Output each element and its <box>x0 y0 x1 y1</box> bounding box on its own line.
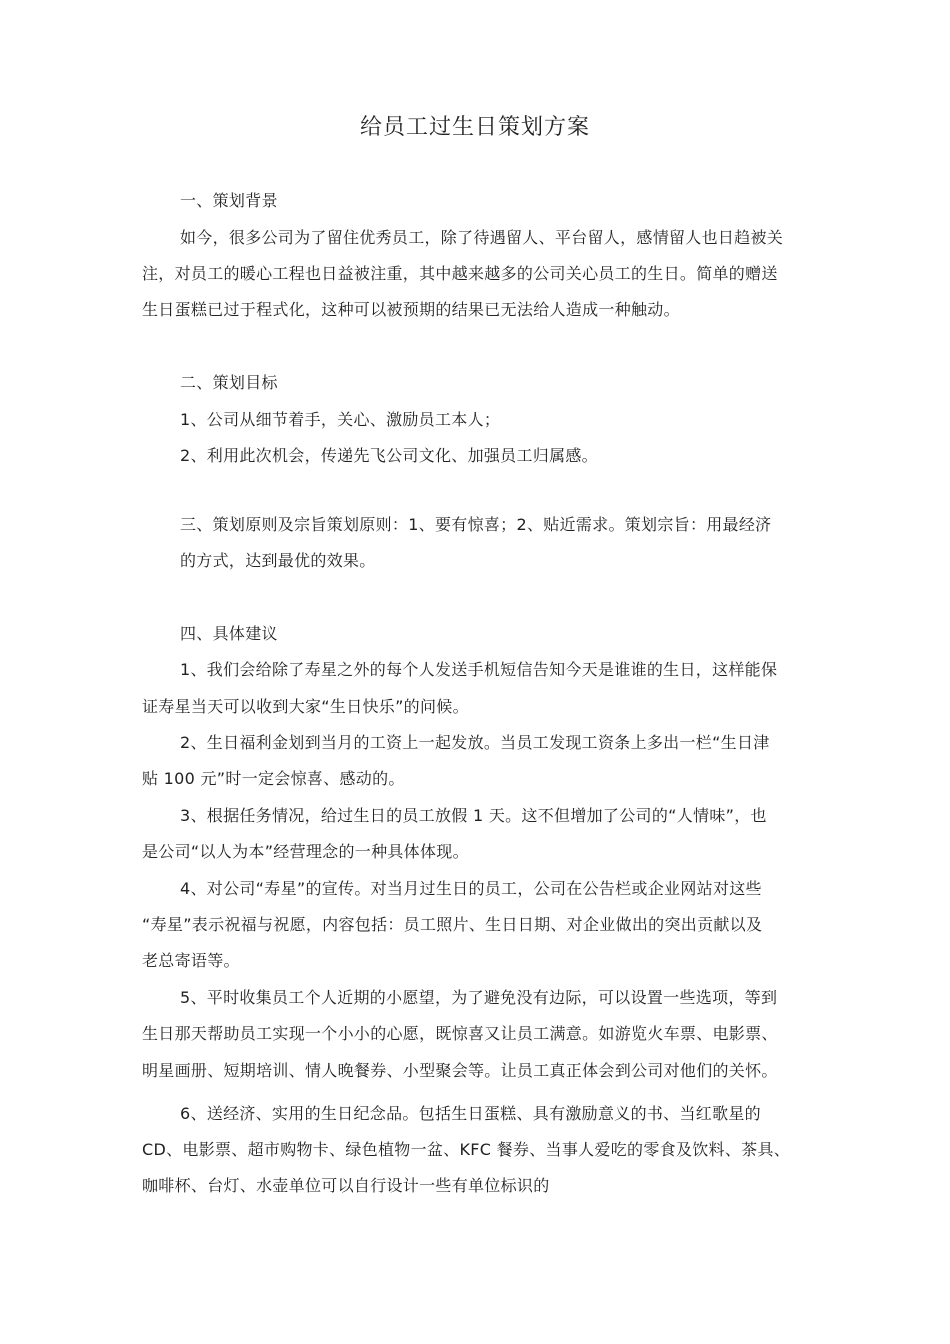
paragraph-line: 的方式，达到最优的效果。 <box>180 551 376 570</box>
list-item: 3、根据任务情况，给过生日的员工放假 1 天。这不但增加了公司的“人情味”，也 <box>180 806 767 825</box>
list-item: 4、对公司“寿星”的宣传。对当月过生日的员工，公司在公告栏或企业网站对这些 <box>180 879 762 898</box>
list-item: 5、平时收集员工个人近期的小愿望，为了避免没有边际，可以设置一些选项，等到 <box>180 988 778 1007</box>
list-item: 2、生日福利金划到当月的工资上一起发放。当员工发现工资条上多出一栏“生日津 <box>180 733 770 752</box>
paragraph-line: 证寿星当天可以收到大家“生日快乐”的问候。 <box>142 697 469 716</box>
paragraph-line: 老总寄语等。 <box>142 951 240 970</box>
section-heading-background: 一、策划背景 <box>180 191 278 210</box>
paragraph-line: 明星画册、短期培训、情人晚餐券、小型聚会等。让员工真正体会到公司对他们的关怀。 <box>142 1061 778 1080</box>
paragraph-line: 生日蛋糕已过于程式化，这种可以被预期的结果已无法给人造成一种触动。 <box>142 300 680 319</box>
paragraph-line: 注，对员工的暖心工程也日益被注重，其中越来越多的公司关心员工的生日。简单的赠送 <box>142 264 778 283</box>
paragraph-line: “寿星”表示祝福与祝愿，内容包括：员工照片、生日日期、对企业做出的突出贡献以及 <box>142 915 763 934</box>
paragraph-line: 如今，很多公司为了留住优秀员工，除了待遇留人、平台留人，感情留人也日趋被关 <box>180 228 784 247</box>
list-item: 2、利用此次机会，传递先飞公司文化、加强员工归属感。 <box>180 446 598 465</box>
section-heading-principles: 三、策划原则及宗旨策划原则：1、要有惊喜；2、贴近需求。策划宗旨：用最经济 <box>180 515 772 534</box>
list-item: 6、送经济、实用的生日纪念品。包括生日蛋糕、具有激励意义的书、当红歌星的 <box>180 1104 761 1123</box>
paragraph-line: 贴 100 元”时一定会惊喜、感动的。 <box>142 769 405 788</box>
paragraph-line: 咖啡杯、台灯、水壶单位可以自行设计一些有单位标识的 <box>142 1176 550 1195</box>
paragraph-line: 生日那天帮助员工实现一个小小的心愿，既惊喜又让员工满意。如游览火车票、电影票、 <box>142 1024 778 1043</box>
page-title: 给员工过生日策划方案 <box>359 115 590 140</box>
paragraph-line: CD、电影票、超市购物卡、绿色植物一盆、KFC 餐券、当事人爱吃的零食及饮料、茶具、 <box>142 1140 791 1159</box>
list-item: 1、公司从细节着手，关心、激励员工本人； <box>180 410 501 429</box>
list-item: 1、我们会给除了寿星之外的每个人发送手机短信告知今天是谁谁的生日，这样能保 <box>180 660 778 679</box>
section-heading-goals: 二、策划目标 <box>180 373 278 392</box>
paragraph-line: 是公司“以人为本”经营理念的一种具体体现。 <box>142 842 469 861</box>
section-heading-suggestions: 四、具体建议 <box>180 624 278 643</box>
